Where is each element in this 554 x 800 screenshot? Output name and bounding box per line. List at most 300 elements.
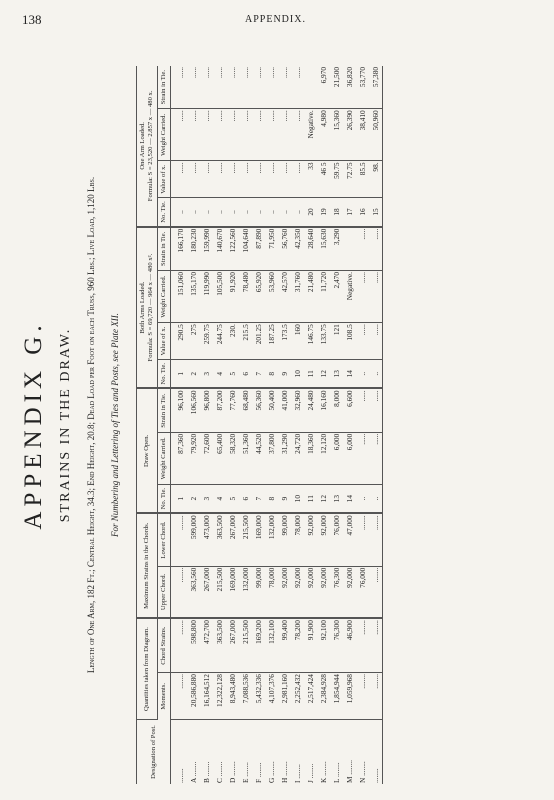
draw-weight-header: Weight Carried. xyxy=(158,432,171,484)
cell-upper: 169,000 xyxy=(226,566,239,618)
cell-o-w: ...... xyxy=(200,109,213,161)
cell-lower: 215,500 xyxy=(239,513,252,566)
cell-d-no: 8 xyxy=(265,484,278,513)
cell-d-no: 2 xyxy=(187,484,200,513)
cell-post: K ........ xyxy=(319,761,328,783)
cell-b-x: 275 xyxy=(187,323,200,360)
cell-o-s: ...... xyxy=(278,66,291,109)
cell-d-w: 31,290 xyxy=(278,432,291,484)
running-head: APPENDIX. xyxy=(245,14,306,25)
draw-no-tie-header: No. Tie. xyxy=(158,484,171,513)
cell-o-w: ...... xyxy=(213,109,226,161)
cell-d-no: 1 xyxy=(171,484,188,513)
cell-o-s: ...... xyxy=(226,66,239,109)
cell-d-w: 87,360 xyxy=(171,432,188,484)
cell-b-s: 104,640 xyxy=(239,227,252,271)
cell-upper: 92,000 xyxy=(278,566,291,618)
cell-b-w: 11,720 xyxy=(317,271,330,323)
maximum-header: Maximum Strains in the Chords. xyxy=(137,513,158,618)
cell-chord: 46,900 xyxy=(343,618,356,672)
table-body xyxy=(171,66,383,784)
cell-d-s: 106,560 xyxy=(187,388,200,432)
cell-o-x: 59.75 xyxy=(330,161,343,198)
cell-o-x: 85.5 xyxy=(356,161,369,198)
one-arm-header xyxy=(137,66,158,227)
cell-b-s: 15,630 xyxy=(317,227,330,271)
lower-chord-header: Lower Chord. xyxy=(158,513,171,566)
table-row xyxy=(252,66,265,784)
cell-o-x: ...... xyxy=(226,161,239,198)
cell-chord: ........ xyxy=(356,618,369,672)
cell-upper: 363,560 xyxy=(187,566,200,618)
cell-b-w: 53,960 xyxy=(265,271,278,323)
cell-upper: 267,000 xyxy=(200,566,213,618)
page-number: 138 xyxy=(22,12,42,27)
cell-d-s: ...... xyxy=(356,388,369,432)
cell-lower: ........ xyxy=(356,513,369,566)
cell-o-w: ...... xyxy=(252,109,265,161)
cell-b-s: 166,170 xyxy=(171,227,188,271)
cell-o-s: 36,820 xyxy=(343,66,356,109)
cell-chord: 267,000 xyxy=(226,618,239,672)
cell-post: F ........ xyxy=(254,762,263,783)
cell-d-no: 7 xyxy=(252,484,265,513)
cell-lower: 78,000 xyxy=(291,513,304,566)
both-arms-formula: Formula: S = 69,720 — 964 x — 480 x². xyxy=(147,253,154,362)
cell-o-no: .. xyxy=(171,198,188,227)
cell-b-s: 28,640 xyxy=(304,227,317,271)
cell-chord: 92,100 xyxy=(317,618,330,672)
cell-b-no: 1 xyxy=(171,360,188,389)
cell-lower: 76,000 xyxy=(330,513,343,566)
cell-lower: 92,000 xyxy=(317,513,330,566)
cell-lower: ........ xyxy=(369,513,383,566)
cell-d-no: 4 xyxy=(213,484,226,513)
cell-b-x: 160 xyxy=(291,323,304,360)
cell-b-x: 187.25 xyxy=(265,323,278,360)
one-arm-formula: Formula: S = 23,520 — 2.857 x — 480 x. xyxy=(147,90,154,202)
cell-o-w: ...... xyxy=(278,109,291,161)
cell-o-w: 38,410 xyxy=(356,109,369,161)
one-value-x-header: Value of x. xyxy=(158,161,171,198)
cell-o-s: ...... xyxy=(265,66,278,109)
cell-post: ........ xyxy=(369,720,383,785)
cell-moment: 2,252,432 xyxy=(291,673,304,720)
cell-o-no: .. xyxy=(291,198,304,227)
cell-b-s: 180,230 xyxy=(187,227,200,271)
cell-chord: 91,900 xyxy=(304,618,317,672)
cell-chord: 598,800 xyxy=(187,618,200,672)
cell-o-no: 17 xyxy=(343,198,356,227)
cell-b-s: 87,890 xyxy=(252,227,265,271)
strains-table xyxy=(136,66,383,784)
cell-b-no: 12 xyxy=(317,360,330,389)
cell-d-w: ...... xyxy=(356,432,369,484)
cell-b-w: 65,920 xyxy=(252,271,265,323)
cell-upper: ........ xyxy=(369,566,383,618)
cell-moment: 4,107,376 xyxy=(265,673,278,720)
cell-o-no: 18 xyxy=(330,198,343,227)
table-row xyxy=(171,66,188,784)
cell-b-s: 122,560 xyxy=(226,227,239,271)
cell-chord: 472,700 xyxy=(200,618,213,672)
cell-upper: 92,000 xyxy=(317,566,330,618)
cell-d-no: 9 xyxy=(278,484,291,513)
chord-strains-header: Chord Strains. xyxy=(158,618,171,672)
cell-b-w: 135,170 xyxy=(187,271,200,323)
cell-d-s: 56,360 xyxy=(252,388,265,432)
cell-chord: 132,100 xyxy=(265,618,278,672)
cell-o-w: ...... xyxy=(291,109,304,161)
table-row xyxy=(200,66,213,784)
cell-d-w: ...... xyxy=(369,432,383,484)
cell-lower: 599,000 xyxy=(187,513,200,566)
cell-b-s: 140,670 xyxy=(213,227,226,271)
upper-chord-header: Upper Chord. xyxy=(158,566,171,618)
cell-d-no: 10 xyxy=(291,484,304,513)
cell-o-no: .. xyxy=(187,198,200,227)
one-no-tie-header: No. Tie. xyxy=(158,198,171,227)
cell-moment: 2,384,928 xyxy=(317,673,330,720)
cell-d-no: 14 xyxy=(343,484,356,513)
cell-d-s: 96,100 xyxy=(171,388,188,432)
cell-o-no: 19 xyxy=(317,198,330,227)
cell-b-s xyxy=(343,227,356,271)
cell-moment: 20,586,880 xyxy=(187,673,200,720)
cell-o-s: ...... xyxy=(171,66,188,109)
cell-chord: 169,200 xyxy=(252,618,265,672)
cell-b-x: ...... xyxy=(369,323,383,360)
cell-d-w: 24,720 xyxy=(291,432,304,484)
moments-header: Moments. xyxy=(158,673,171,720)
cell-d-s: 87,200 xyxy=(213,388,226,432)
cell-post: N ........ xyxy=(358,761,367,783)
cell-d-s: 41,000 xyxy=(278,388,291,432)
cell-d-s: 24,480 xyxy=(304,388,317,432)
cell-b-s: 42,350 xyxy=(291,227,304,271)
cell-b-x: 290.5 xyxy=(171,323,188,360)
cell-o-s: ...... xyxy=(213,66,226,109)
cell-o-x: ...... xyxy=(200,161,213,198)
cell-d-no: 6 xyxy=(239,484,252,513)
cell-b-x: 121 xyxy=(330,323,343,360)
cell-moment: 1,059,968 xyxy=(343,673,356,720)
table-row xyxy=(330,66,343,784)
cell-o-x: 33 xyxy=(304,161,317,198)
cell-o-w: 15,360 xyxy=(330,109,343,161)
cell-b-s: ...... xyxy=(369,227,383,271)
table-row xyxy=(369,66,383,784)
cell-o-no: .. xyxy=(213,198,226,227)
cell-d-w: 12,120 xyxy=(317,432,330,484)
cell-lower: 92,000 xyxy=(304,513,317,566)
cell-post: H ........ xyxy=(280,761,289,783)
cell-o-s: 6,970 xyxy=(317,66,330,109)
rotated-page-body xyxy=(10,60,544,790)
cell-upper: 76,300 xyxy=(330,566,343,618)
page-header xyxy=(0,0,554,40)
one-arm-title: One Arm Loaded. xyxy=(139,122,146,170)
cell-b-no: 14 xyxy=(343,360,356,389)
cell-b-s: 3,290 xyxy=(330,227,343,271)
cell-o-x: ...... xyxy=(278,161,291,198)
cell-d-s: 96,800 xyxy=(200,388,213,432)
cell-lower: 132,000 xyxy=(265,513,278,566)
cell-b-no: 8 xyxy=(265,360,278,389)
cell-d-w: 37,800 xyxy=(265,432,278,484)
subject-title: STRAINS IN THE DRAW. xyxy=(58,327,73,523)
cell-o-w: ...... xyxy=(187,109,200,161)
cell-moment: 8,943,480 xyxy=(226,673,239,720)
cell-moment: 2,981,160 xyxy=(278,673,291,720)
cell-lower: 47,000 xyxy=(343,513,356,566)
cell-b-x: 230. xyxy=(226,323,239,360)
cell-o-w: 50,960 xyxy=(369,109,383,161)
cell-o-s: 57,380 xyxy=(369,66,383,109)
cell-b-no: 10 xyxy=(291,360,304,389)
cell-chord: 99,400 xyxy=(278,618,291,672)
cell-o-no: .. xyxy=(200,198,213,227)
cell-b-no: 2 xyxy=(187,360,200,389)
cell-d-s: 77,760 xyxy=(226,388,239,432)
table-row xyxy=(343,66,356,784)
cell-b-w: 21,480 xyxy=(304,271,317,323)
cell-post: E ........ xyxy=(241,762,250,783)
cell-b-s: 56,760 xyxy=(278,227,291,271)
cell-b-w: 105,500 xyxy=(213,271,226,323)
cell-b-x: 201.25 xyxy=(252,323,265,360)
cell-d-w: 58,320 xyxy=(226,432,239,484)
cell-o-x: ...... xyxy=(187,161,200,198)
cell-o-w: ...... xyxy=(226,109,239,161)
cell-d-w: 44,520 xyxy=(252,432,265,484)
cell-o-w: 26,390 xyxy=(343,109,356,161)
cell-post: C ........ xyxy=(215,761,224,783)
cell-o-s: ...... xyxy=(239,66,252,109)
cell-b-w: Negative. xyxy=(343,271,356,323)
table-row xyxy=(278,66,291,784)
cell-o-s: 53,770 xyxy=(356,66,369,109)
both-arms-header xyxy=(137,227,158,389)
draw-strain-header: Strain in Tie. xyxy=(158,388,171,432)
cell-moment: 16,164,512 xyxy=(200,673,213,720)
cell-o-no: .. xyxy=(265,198,278,227)
cell-lower: 363,500 xyxy=(213,513,226,566)
cell-b-x: 215.5 xyxy=(239,323,252,360)
cell-moment: 1,854,944 xyxy=(330,673,343,720)
cell-b-w: 78,480 xyxy=(239,271,252,323)
cell-d-w: 6,000 xyxy=(330,432,343,484)
cell-lower: 267,000 xyxy=(226,513,239,566)
cell-upper: 92,000 xyxy=(304,566,317,618)
cell-b-w: 31,760 xyxy=(291,271,304,323)
both-arms-title: Both Arms Loaded. xyxy=(139,281,146,334)
cell-b-s: ...... xyxy=(356,227,369,271)
cell-moment: ........ xyxy=(171,673,188,720)
cell-b-w: 91,920 xyxy=(226,271,239,323)
cell-d-w: 79,920 xyxy=(187,432,200,484)
cell-lower: 99,000 xyxy=(278,513,291,566)
cell-b-no: .. xyxy=(369,360,383,389)
cell-moment: 5,432,336 xyxy=(252,673,265,720)
cell-lower: 473,000 xyxy=(200,513,213,566)
table-row xyxy=(304,66,317,784)
reference-note: For Numbering and Lettering of Ties and Posts, see Plate XII. xyxy=(110,313,120,537)
cell-d-no: .. xyxy=(369,484,383,513)
cell-o-x: 72.75 xyxy=(343,161,356,198)
cell-o-s: ...... xyxy=(291,66,304,109)
cell-b-x: 244.75 xyxy=(213,323,226,360)
cell-chord: 78,200 xyxy=(291,618,304,672)
cell-upper: 78,000 xyxy=(265,566,278,618)
cell-lower: ........ xyxy=(171,513,188,566)
cell-d-s: ...... xyxy=(369,388,383,432)
cell-b-x: 259.75 xyxy=(200,323,213,360)
cell-b-w: 2,470 xyxy=(330,271,343,323)
quantities-header: Quantities taken from Diagram. xyxy=(137,618,158,719)
cell-upper: 92,000 xyxy=(291,566,304,618)
table-row xyxy=(213,66,226,784)
cell-b-no: 3 xyxy=(200,360,213,389)
table-row xyxy=(317,66,330,784)
cell-b-no: 7 xyxy=(252,360,265,389)
cell-o-x: ...... xyxy=(213,161,226,198)
draw-open-header: Draw Open. xyxy=(137,388,158,513)
cell-chord: 363,500 xyxy=(213,618,226,672)
cell-upper: 92,000 xyxy=(343,566,356,618)
cell-b-x: 133.75 xyxy=(317,323,330,360)
designation-header: Designation of Post. xyxy=(137,720,171,785)
cell-post: I ........ xyxy=(293,764,302,783)
cell-o-w: 4,980 xyxy=(317,109,330,161)
cell-b-x: 146.75 xyxy=(304,323,317,360)
cell-o-x: 46 5 xyxy=(317,161,330,198)
cell-o-s xyxy=(304,66,317,109)
cell-o-s: ...... xyxy=(200,66,213,109)
both-weight-header: Weight Carried. xyxy=(158,271,171,323)
cell-d-w: 6,000 xyxy=(343,432,356,484)
cell-lower: 169,000 xyxy=(252,513,265,566)
table-row xyxy=(265,66,278,784)
conditions-line: Length of One Arm, 182 Ft.; Central Height, 34.3; End Height, 20.8; Dead Load per Foot on each Truss, 960 Lbs.; Live Load, 1,120 Lbs. xyxy=(86,176,96,674)
cell-o-w: ...... xyxy=(265,109,278,161)
cell-b-no: 9 xyxy=(278,360,291,389)
one-strain-header: Strain in Tie. xyxy=(158,66,171,109)
cell-o-no: .. xyxy=(278,198,291,227)
cell-o-w: Negative. xyxy=(304,109,317,161)
cell-o-no: 16 xyxy=(356,198,369,227)
cell-chord: ........ xyxy=(171,618,188,672)
cell-o-s: ...... xyxy=(187,66,200,109)
cell-o-x: ...... xyxy=(252,161,265,198)
cell-d-s: 68,480 xyxy=(239,388,252,432)
cell-post: A ........ xyxy=(189,761,198,783)
both-no-tie-header: No. Tie. xyxy=(158,360,171,389)
cell-d-w: 18,360 xyxy=(304,432,317,484)
cell-d-s: 16,160 xyxy=(317,388,330,432)
cell-d-w: 51,360 xyxy=(239,432,252,484)
cell-o-x: ...... xyxy=(239,161,252,198)
cell-upper: 215,500 xyxy=(213,566,226,618)
cell-o-s: 21,500 xyxy=(330,66,343,109)
cell-b-s: 71,950 xyxy=(265,227,278,271)
cell-post: ........ xyxy=(176,768,185,783)
cell-b-s: 159,990 xyxy=(200,227,213,271)
cell-b-no: 6 xyxy=(239,360,252,389)
cell-o-no: .. xyxy=(252,198,265,227)
cell-moment: 7,088,536 xyxy=(239,673,252,720)
cell-o-w: ...... xyxy=(171,109,188,161)
cell-d-w: 72,600 xyxy=(200,432,213,484)
cell-o-w: ...... xyxy=(239,109,252,161)
table-row xyxy=(356,66,369,784)
cell-b-x: 108.5 xyxy=(343,323,356,360)
cell-o-s: ...... xyxy=(252,66,265,109)
cell-chord: 76,300 xyxy=(330,618,343,672)
table-row xyxy=(291,66,304,784)
cell-chord: ........ xyxy=(369,618,383,672)
cell-b-w: 42,570 xyxy=(278,271,291,323)
cell-d-s: 6,600 xyxy=(343,388,356,432)
cell-post: M ........ xyxy=(345,760,354,783)
appendix-title: APPENDIX G. xyxy=(20,320,47,530)
cell-d-no: .. xyxy=(356,484,369,513)
both-value-x-header: Value of x. xyxy=(158,323,171,360)
cell-d-s: 8,000 xyxy=(330,388,343,432)
cell-upper: ........ xyxy=(171,566,188,618)
cell-d-w: 65,400 xyxy=(213,432,226,484)
cell-b-no: .. xyxy=(356,360,369,389)
cell-d-no: 5 xyxy=(226,484,239,513)
cell-b-no: 11 xyxy=(304,360,317,389)
cell-d-no: 12 xyxy=(317,484,330,513)
table-row xyxy=(239,66,252,784)
cell-post: B ........ xyxy=(202,761,211,783)
cell-b-no: 5 xyxy=(226,360,239,389)
cell-o-x: 98. xyxy=(369,161,383,198)
cell-post: G ........ xyxy=(267,761,276,783)
both-strain-header: Strain in Tie. xyxy=(158,227,171,271)
cell-o-x: ...... xyxy=(265,161,278,198)
cell-d-no: 3 xyxy=(200,484,213,513)
cell-o-no: .. xyxy=(226,198,239,227)
cell-o-no: 20 xyxy=(304,198,317,227)
cell-o-no: 15 xyxy=(369,198,383,227)
cell-o-no: .. xyxy=(239,198,252,227)
one-weight-header: Weight Carried. xyxy=(158,109,171,161)
cell-post: J ........ xyxy=(306,763,315,783)
cell-moment: ........ xyxy=(356,673,369,720)
cell-moment: ........ xyxy=(369,673,383,720)
table-row xyxy=(226,66,239,784)
cell-moment: 12,322,128 xyxy=(213,673,226,720)
cell-b-no: 13 xyxy=(330,360,343,389)
cell-upper: 132,000 xyxy=(239,566,252,618)
cell-d-s: 32,960 xyxy=(291,388,304,432)
cell-upper: 76,000 xyxy=(356,566,369,618)
table-row xyxy=(187,66,200,784)
cell-d-no: 13 xyxy=(330,484,343,513)
cell-upper: 99,000 xyxy=(252,566,265,618)
cell-b-x: 173.5 xyxy=(278,323,291,360)
cell-post: L ........ xyxy=(332,762,341,783)
cell-b-x: ...... xyxy=(356,323,369,360)
cell-post: D ........ xyxy=(228,761,237,783)
cell-d-no: 11 xyxy=(304,484,317,513)
cell-o-x: ...... xyxy=(171,161,188,198)
cell-b-w: ...... xyxy=(356,271,369,323)
cell-b-w: 119,990 xyxy=(200,271,213,323)
